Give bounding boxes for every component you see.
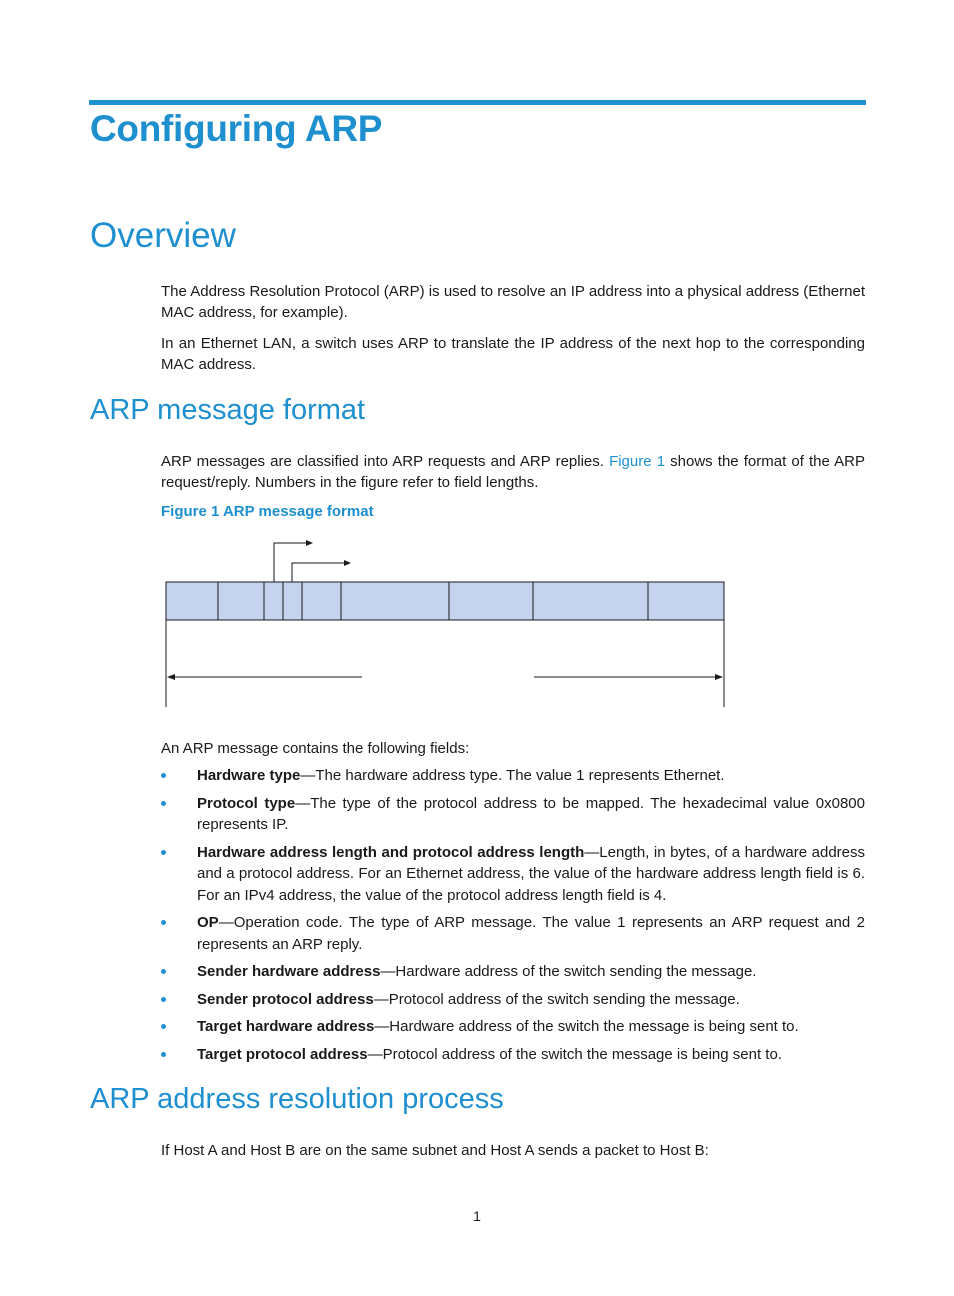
- list-item: [161, 1016, 865, 1038]
- arrowhead-left: [167, 674, 175, 680]
- arrowhead-hardware-length: [306, 540, 313, 546]
- page-number: 1: [473, 1208, 481, 1224]
- bullet-icon: [161, 1052, 166, 1057]
- list-item: [161, 793, 865, 836]
- list-item: [161, 765, 865, 787]
- field-protocol-address-length: [283, 582, 302, 620]
- field-description: —The hardware address type. The value 1 represents Ethernet.: [300, 767, 725, 784]
- field-term: OP: [197, 914, 219, 931]
- message-format-heading: ARP message format: [90, 394, 366, 426]
- field-description: —Hardware address of the switch sending the message.: [380, 963, 757, 980]
- field-term: Target hardware address: [197, 1018, 375, 1035]
- field-hardware-type: [166, 582, 218, 620]
- bullet-icon: [161, 1024, 166, 1029]
- intro-text-after-link: shows the format of the ARP request/reply. Numbers in the figure refer to field lengths.: [161, 453, 865, 491]
- arp-message-format-diagram: [160, 535, 740, 715]
- field-hardware-address-length: [264, 582, 283, 620]
- field-description: —Protocol address of the switch sending the message.: [373, 990, 740, 1008]
- figure-1-link[interactable]: Figure 1: [609, 453, 666, 470]
- field-description: —The type of the protocol address to be mapped. The hexadecimal value 0x0800 represents IP.: [197, 794, 865, 833]
- bullet-icon: [161, 920, 166, 925]
- field-op: [302, 582, 341, 620]
- field-sender-hardware-address: [341, 582, 449, 620]
- field-term: Hardware address length and protocol address length: [197, 843, 585, 861]
- message-format-intro: [161, 451, 865, 493]
- fields-intro: An ARP message contains the following fields:: [161, 740, 470, 757]
- field-target-hardware-address: [533, 582, 648, 620]
- figure-1-caption: Figure 1 ARP message format: [161, 503, 374, 520]
- resolution-process-heading: ARP address resolution process: [90, 1083, 504, 1115]
- list-item: [161, 989, 865, 1011]
- field-term: Sender hardware address: [197, 963, 381, 980]
- bullet-icon: [161, 969, 166, 974]
- field-term: Protocol type: [197, 794, 296, 812]
- arrowhead-right: [715, 674, 723, 680]
- field-sender-protocol-address: [449, 582, 533, 620]
- list-item: [161, 912, 865, 955]
- overview-paragraph-2: In an Ethernet LAN, a switch uses ARP to translate the IP address of the next hop to the corresponding MAC address.: [161, 335, 865, 373]
- protocol-length-callout-line: [292, 563, 344, 582]
- arp-fields-list: [161, 765, 865, 1071]
- bullet-icon: [161, 997, 166, 1002]
- field-term: Hardware type: [197, 767, 301, 784]
- field-target-protocol-address: [648, 582, 724, 620]
- chapter-top-rule: [89, 100, 866, 105]
- bullet-icon: [161, 773, 166, 778]
- list-item: [161, 1044, 865, 1066]
- resolution-process-intro: If Host A and Host B are on the same subnet and Host A sends a packet to Host B:: [161, 1142, 709, 1159]
- list-item: [161, 961, 865, 983]
- overview-paragraph-1: The Address Resolution Protocol (ARP) is used to resolve an IP address into a physical address (Ethernet MAC address, for example).: [161, 283, 865, 321]
- field-description: —Protocol address of the switch the message is being sent to.: [367, 1045, 782, 1063]
- arrowhead-protocol-length: [344, 560, 351, 566]
- list-item: [161, 842, 865, 907]
- field-term: Sender protocol address: [197, 990, 374, 1008]
- chapter-title: Configuring ARP: [90, 108, 383, 149]
- intro-text-before-link: ARP messages are classified into ARP requests and ARP replies.: [161, 453, 610, 470]
- field-description: —Operation code. The type of ARP message. The value 1 represents an ARP request and 2 represents an ARP reply.: [197, 914, 865, 953]
- field-term: Target protocol address: [197, 1045, 368, 1063]
- field-description: —Hardware address of the switch the message is being sent to.: [374, 1018, 799, 1035]
- field-description: —Length, in bytes, of a hardware address and a protocol address. For an Ethernet address, the value of the hardware address length field is 6. For an IPv4 address, the value of the protocol address length field is 4.: [197, 843, 866, 904]
- bullet-icon: [161, 850, 166, 855]
- bullet-icon: [161, 801, 166, 806]
- field-protocol-type: [218, 582, 264, 620]
- overview-heading: Overview: [90, 216, 236, 255]
